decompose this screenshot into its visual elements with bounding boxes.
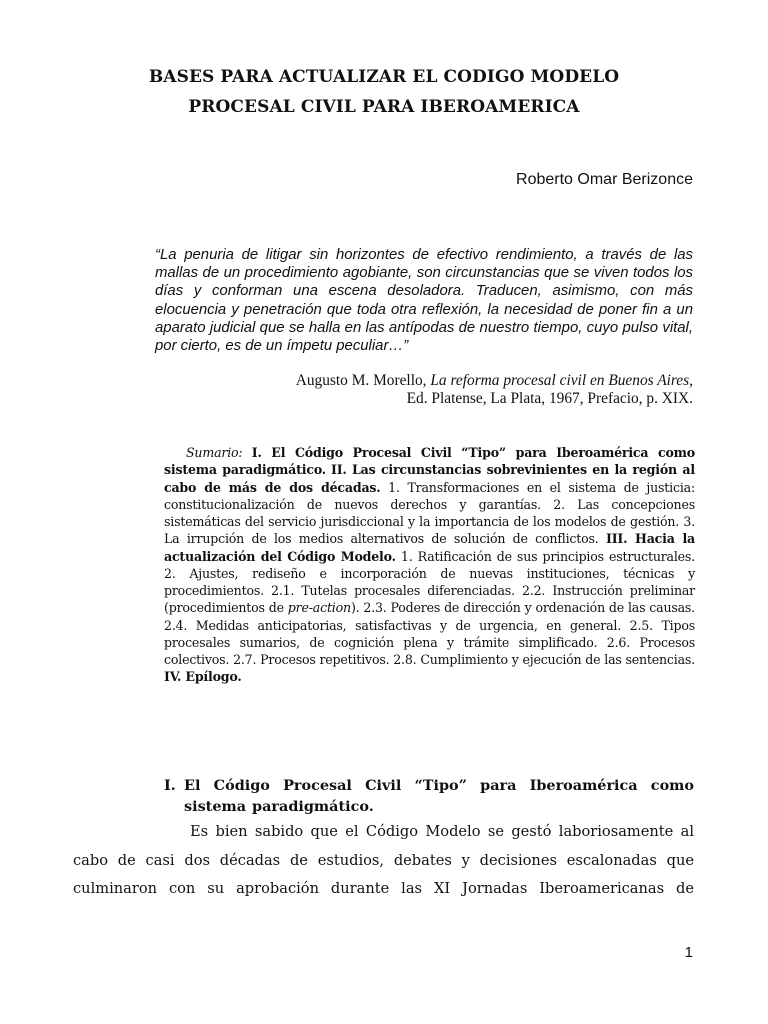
- attribution-publication: Ed. Platense, La Plata, 1967, Prefacio, p. XIX.: [406, 390, 693, 407]
- section-heading: [164, 775, 694, 817]
- summary-block: [164, 444, 695, 686]
- summary-section-3-items-b: ). 2.3. Poderes de dirección y ordenación de las causas. 2.4. Medidas anticipatorias, satisfactivas y de urgencia, en general. 2.5. Tipos procesales sumarios, de cognición plena y trámite simplificado. 2.6. Procesos colectivos. 2.7. Procesos repetitivos. 2.8. Cumplimiento y ejecución de las sentencias.: [164, 600, 695, 667]
- document-title-line-2: PROCESAL CIVIL PARA IBEROAMERICA: [188, 97, 580, 117]
- section-heading-text: El Código Procesal Civil “Tipo” para Iberoamérica como sistema paradigmático.: [184, 777, 694, 815]
- summary-section-2: II. Las circunstancias sobrevinientes en la región al cabo de más de dos décadas.: [164, 462, 695, 495]
- author-name: Roberto Omar Berizonce: [516, 171, 693, 188]
- summary-lead: Sumario:: [186, 445, 243, 460]
- summary-pre-action: pre-action: [287, 600, 351, 616]
- summary-section-3: III. Hacia la actualización del Código Modelo.: [164, 531, 696, 564]
- attribution-author: Augusto M. Morello,: [295, 372, 431, 389]
- epigraph-quote: “La penuria de litigar sin horizontes de efectivo rendimiento, a través de las mallas de un procedimiento agobiante, son circunstancias que se viven todos los días y conforman una escena desoladora. Traducen, asimismo, con más elocuencia y penetración que toda otra reflexión, la necesidad de poner fin a un aparato judicial que se halla en las antípodas de nuestro tiempo, cuyo pulso vital, por cierto, es de un ímpetu peculiar…”: [155, 247, 693, 355]
- summary-section-3-items-a: 1. Ratificación de sus principios estructurales. 2. Ajustes, rediseño e incorporación de nuevas instituciones, técnicas y procedimientos. 2.1. Tutelas procesales diferenciadas. 2.2. Instrucción preliminar (procedimientos de: [164, 548, 696, 616]
- section-number: I.: [164, 777, 176, 794]
- attribution-comma: ,: [689, 372, 693, 389]
- page-number: 1: [684, 944, 693, 961]
- summary-section-4: IV. Epílogo.: [164, 669, 242, 685]
- document-title-line-1: BASES PARA ACTUALIZAR EL CODIGO MODELO: [148, 67, 620, 87]
- body-paragraph-text: Es bien sabido que el Código Modelo se gestó laboriosamente al cabo de casi dos décadas de estudios, debates y decisiones escalonadas que culminaron con su aprobación durante las XI Jornadas Iberoamericanas de: [73, 823, 694, 897]
- attribution-work: La reforma procesal civil en Buenos Aires: [430, 372, 690, 389]
- body-paragraph: [73, 818, 694, 904]
- epigraph-attribution: [173, 372, 693, 408]
- summary-section-2-items: 1. Transformaciones en el sistema de justicia: constitucionalización de nuevos derechos y garantías. 2. Las concepciones sistemáticas del servicio jurisdiccional y la importancia de los modelos de gestión. 3. La irrupción de los medios alternativos de solución de conflictos.: [164, 479, 695, 547]
- summary-section-1: I. El Código Procesal Civil “Tipo” para Iberoamérica como sistema paradigmático.: [164, 445, 695, 478]
